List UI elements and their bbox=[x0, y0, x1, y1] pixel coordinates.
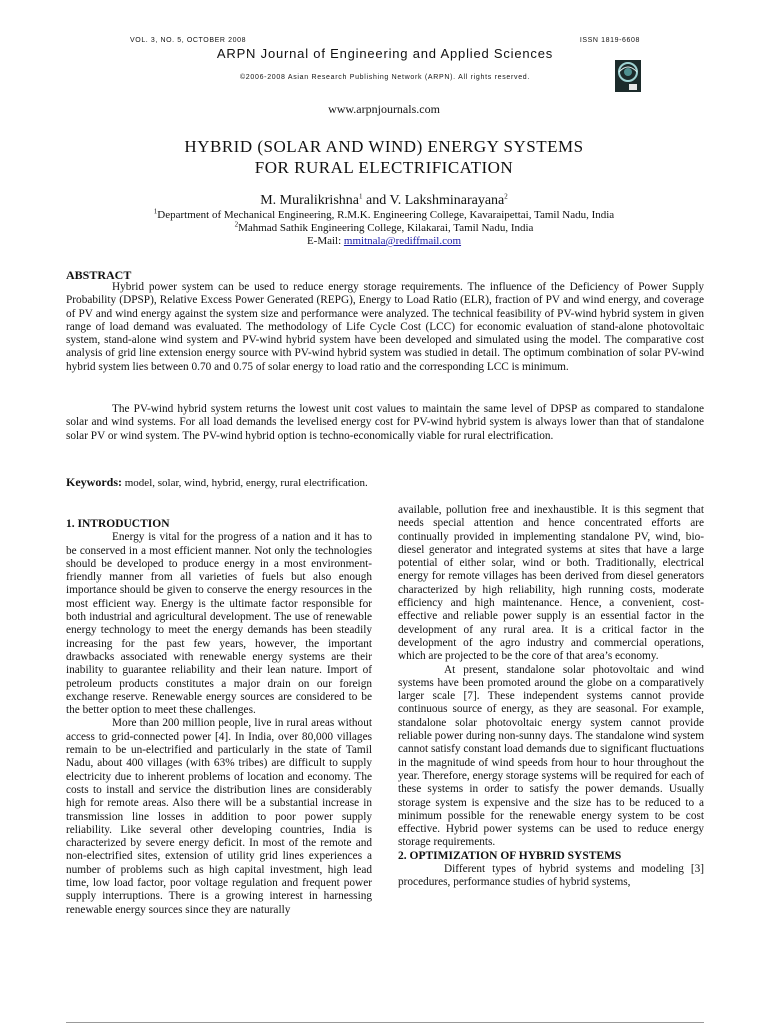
arpn-logo-icon bbox=[615, 60, 641, 92]
email-link[interactable]: mmitnala@rediffmail.com bbox=[343, 235, 462, 247]
title-line-2: FOR RURAL ELECTRIFICATION bbox=[254, 158, 514, 177]
volume-info: VOL. 3, NO. 5, OCTOBER 2008 bbox=[130, 37, 247, 44]
keywords-text: model, solar, wind, hybrid, energy, rural electrification. bbox=[122, 477, 368, 489]
intro-paragraph-3: available, pollution free and inexhaustible. It is this segment that needs special attention and hence concentrated efforts are continually provided in implementing standalone PV, wind, bio-diesel generator and integrated systems at sites that have a large potential of either solar, wind or both. Traditionally, electrical energy for remote villages has been derived from diesel generators characterized by high reliability, high running costs, moderate efficiency and high maintenance. Hence, a convenient, cost-effective and reliable power supply is an essential factor in the development of any rural area. It is a critical factor in the development of the agro industry and commercial operations, which are projected to be the core of that area’s economy. bbox=[398, 504, 704, 663]
author-1-sup: 1 bbox=[358, 192, 363, 201]
abstract-heading: ABSTRACT bbox=[66, 268, 132, 282]
affiliation-1-text: Department of Mechanical Engineering, R.M.K. Engineering College, Kavaraipettai, Tamil Nadu, India bbox=[157, 209, 615, 221]
issn: ISSN 1819-6608 bbox=[579, 37, 640, 44]
affiliation-1 bbox=[0, 209, 768, 221]
keywords-label: Keywords: bbox=[66, 475, 122, 489]
abstract-text-1: Hybrid power system can be used to reduce energy storage requirements. The influence of the Deficiency of Power Supply Probability (DPSP), Relative Excess Power Generated (REPG), Energy to Load Ratio (ELR), fraction of PV and wind energy, and coverage of PV and wind energy against the system size and performance were analyzed. The technical feasibility of PV-wind hybrid system in given range of load demand was evaluated. The methodology of Life Cycle Cost (LCC) for economic evaluation of stand-alone photovoltaic system, stand-alone wind system and PV-wind hybrid system have been developed and simulated using the model. The comparative cost analysis of grid line extension energy source with PV-wind hybrid system was studied in detail. The optimum combination of solar PV-wind hybrid system lies between 0.70 and 0.75 of solar energy to load ratio and the corresponding LCC is minimum. bbox=[66, 281, 704, 373]
website-url[interactable]: www.arpnjournals.com bbox=[328, 102, 440, 116]
footer-rule bbox=[66, 1022, 704, 1023]
email-label: E-Mail: bbox=[306, 235, 344, 247]
author-2: and V. Lakshminarayana bbox=[362, 193, 505, 208]
email-line bbox=[0, 235, 768, 247]
author-1: M. Muralikrishna bbox=[260, 193, 359, 208]
intro-paragraph-1: Energy is vital for the progress of a nation and it has to be conserved in a most efficient manner. Not only the technologies should be developed to produce energy in a most environment-friendly manner from all varieties of fuels but also enough importance should be given to conserve the energy resources in the most efficient way. Energy is the ultimate factor responsible for both industrial and agricultural development. The use of renewable energy technology to meet the energy demands has been steadily increasing for the past few years, however, the important drawbacks associated with renewable energy systems are their inability to guarantee reliability and their lean nature. Import of petroleum products constitutes a major drain on our foreign exchange reserve. Renewable energy sources are considered to be the better option to meet these challenges. bbox=[66, 531, 372, 717]
abstract-text-2: The PV-wind hybrid system returns the lowest unit cost values to maintain the same level of DPSP as compared to standalone solar and wind systems. For all load demands the levelised energy cost for PV-wind hybrid system is always lower than that of standalone solar PV or wind system. The PV-wind hybrid option is techno-economically viable for rural electrification. bbox=[66, 403, 704, 442]
right-column bbox=[398, 504, 704, 890]
title-line-1: HYBRID (SOLAR AND WIND) ENERGY SYSTEMS bbox=[184, 137, 584, 156]
abstract-paragraph-2 bbox=[66, 403, 704, 443]
affiliation-2 bbox=[0, 222, 768, 234]
author-list bbox=[0, 193, 768, 209]
section-2-paragraph-1: Different types of hybrid systems and modeling [3] procedures, performance studies of hybrid systems, bbox=[398, 863, 704, 889]
paper-title bbox=[0, 136, 768, 178]
section-1-heading: 1. INTRODUCTION bbox=[66, 518, 170, 530]
left-column bbox=[66, 518, 372, 917]
intro-paragraph-2: More than 200 million people, live in rural areas without access to grid-connected power [4]. In India, over 80,000 villages remain to be un-electrified and particularly in the state of Tamil Nadu, about 400 villages (with 63% tribes) are difficult to supply electricity due to inherent problems of location and economy. The costs to install and service the distribution lines are considerably high for remote areas. Also there will be a substantial increase in transmission line losses in addition to poor power supply reliability. Like several other developing countries, India is characterized by severe energy deficit. In most of the remote and non-electrified sites, extension of utility grid lines experiences a number of problems such as high capital investment, high lead time, low load factor, poor voltage regulation and frequent power supply interruptions. There is a growing interest in harnessing renewable energy sources since they are naturally bbox=[66, 717, 372, 916]
journal-name: ARPN Journal of Engineering and Applied Sciences bbox=[216, 46, 554, 61]
abstract-paragraph-1 bbox=[66, 281, 704, 374]
copyright-notice: ©2006-2008 Asian Research Publishing Network (ARPN). All rights reserved. bbox=[239, 74, 531, 81]
keywords bbox=[66, 475, 704, 490]
intro-paragraph-4: At present, standalone solar photovoltaic and wind systems have been promoted around the globe on a comparatively larger scale [7]. These independent systems cannot provide continuous source of energy, as they are seasonal. For example, standalone solar photovoltaic energy system cannot provide reliable power during non-sunny days. The standalone wind system cannot satisfy constant load demands due to significant fluctuations in the magnitude of wind speeds from hour to hour throughout the year. Therefore, energy storage systems will be required for each of these systems in order to satisfy the power demands. Usually storage system is expensive and the size has to be reduced to a minimum possible for the renewable energy system to be cost effective. Hybrid power systems can be used to reduce energy storage requirements. bbox=[398, 663, 704, 849]
affiliation-1-sup: 1 bbox=[153, 207, 158, 216]
author-2-sup: 2 bbox=[504, 192, 508, 201]
section-2-heading: 2. OPTIMIZATION OF HYBRID SYSTEMS bbox=[398, 849, 622, 862]
affiliation-2-sup: 2 bbox=[234, 220, 239, 229]
affiliation-2-text: Mahmad Sathik Engineering College, Kilakarai, Tamil Nadu, India bbox=[238, 222, 534, 234]
